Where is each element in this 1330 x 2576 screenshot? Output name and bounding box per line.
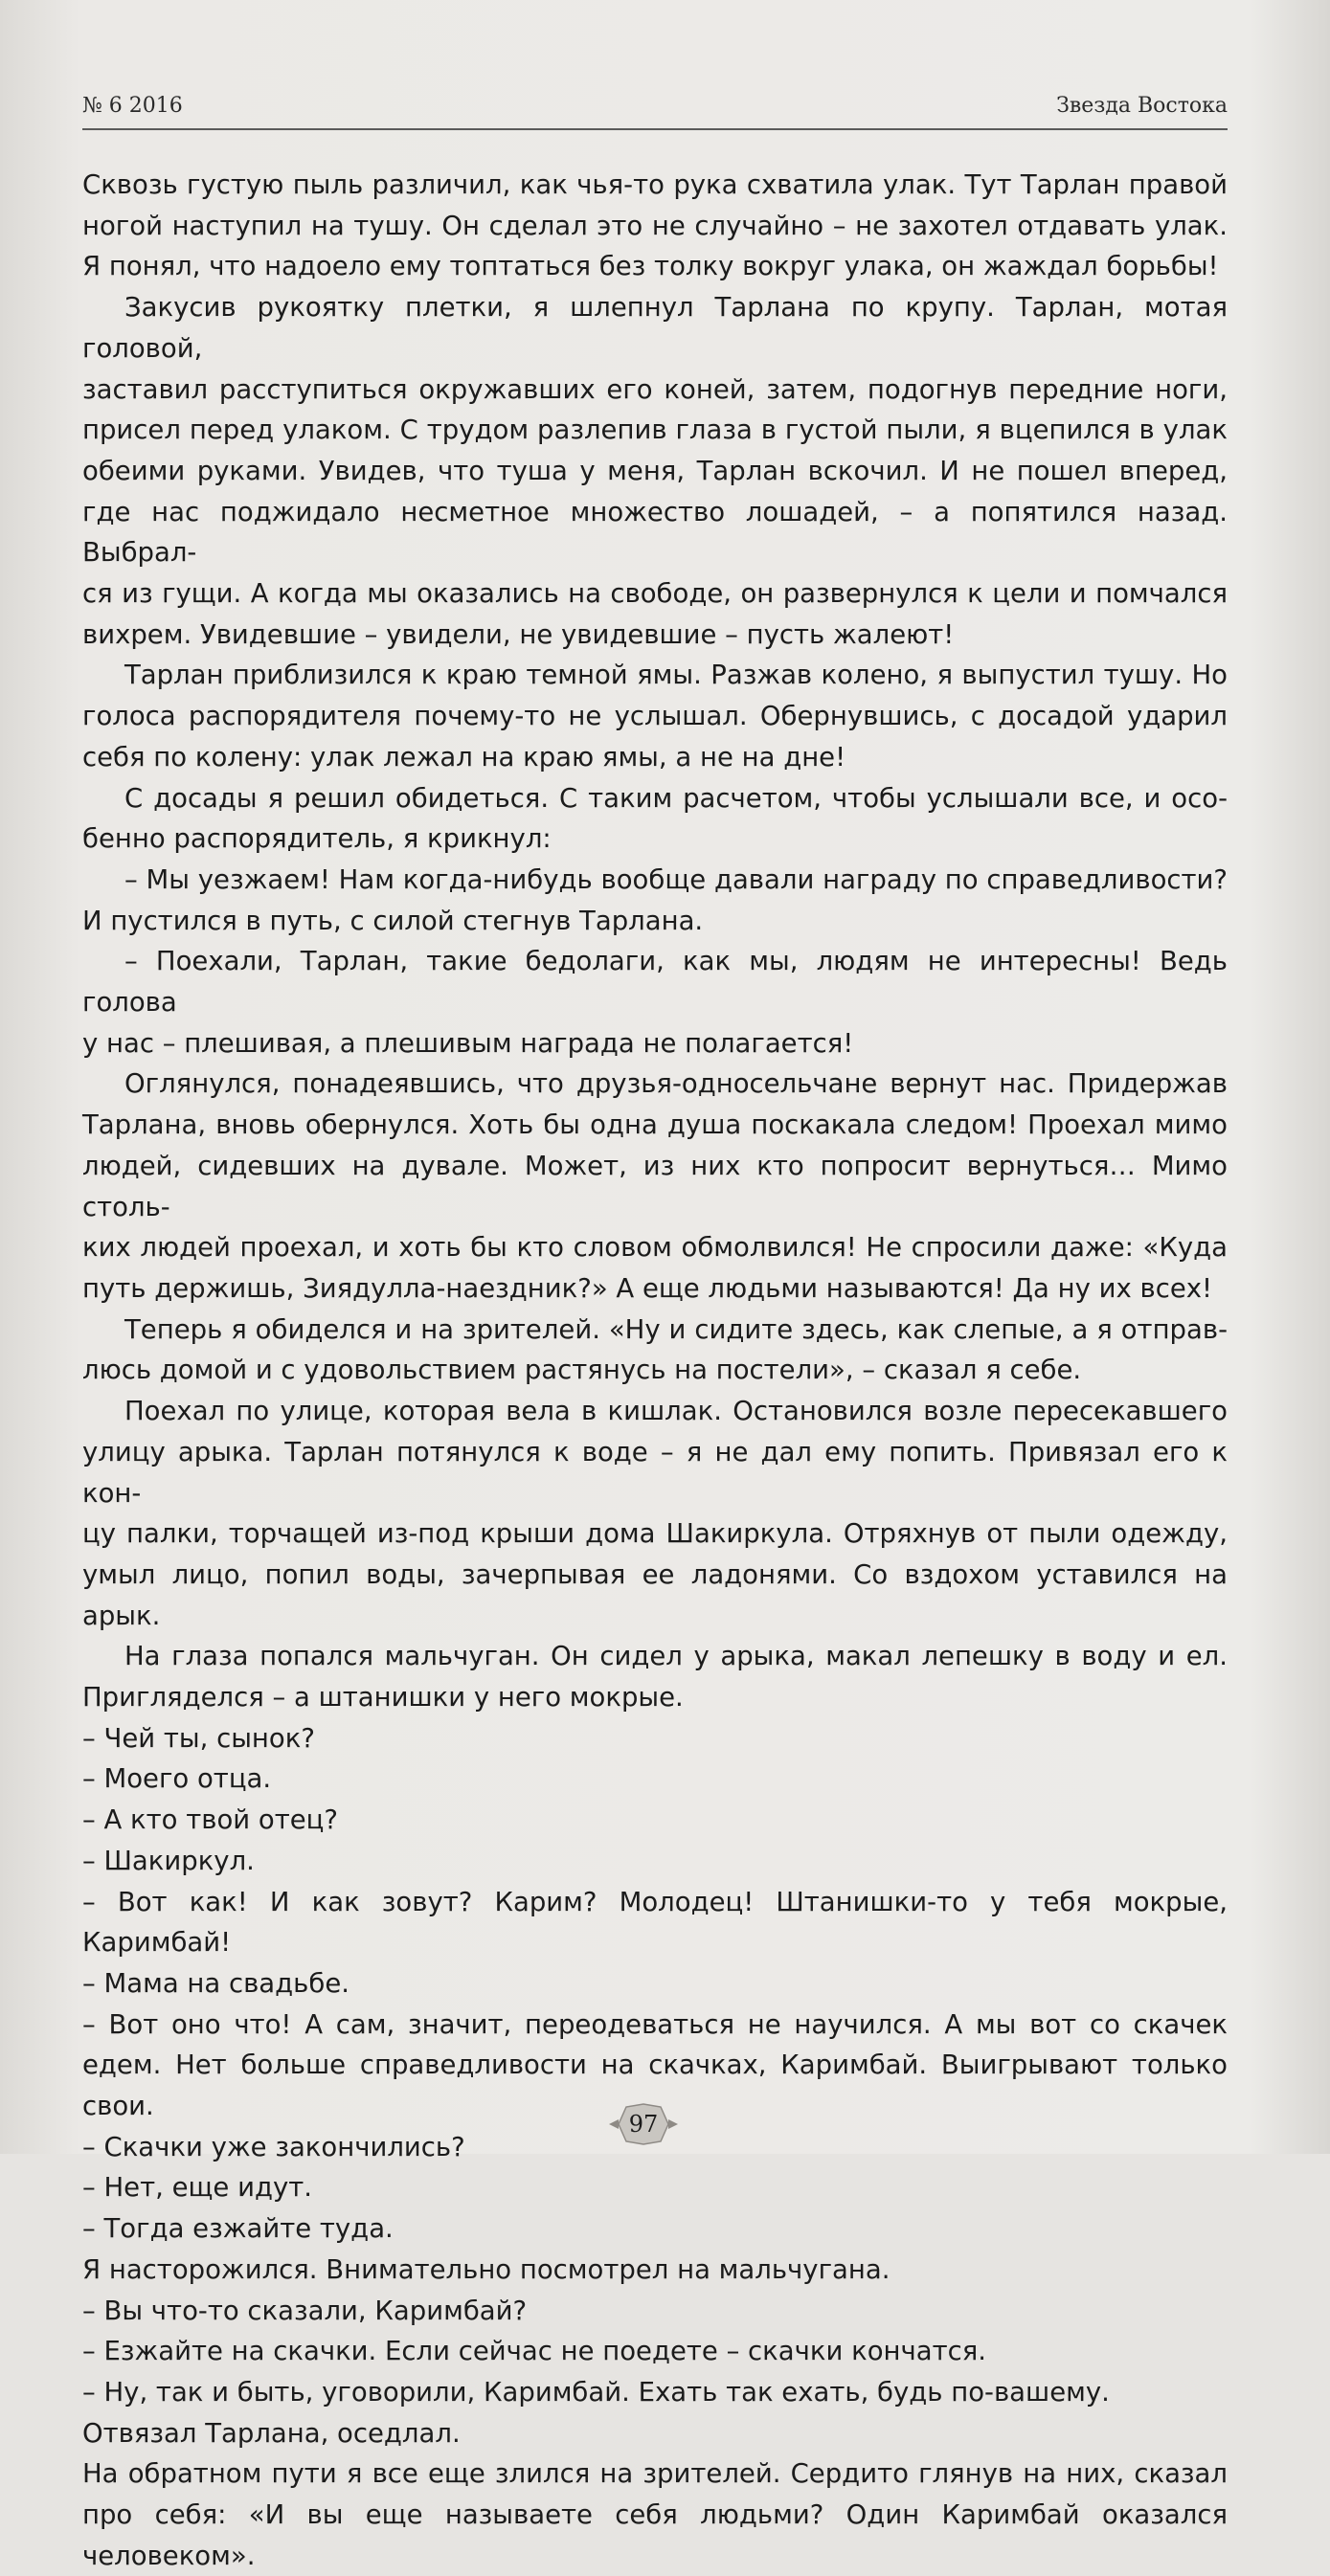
text-line: ся из гущи. А когда мы оказались на свободе, он развернулся к цели и помчался bbox=[82, 578, 1228, 610]
page-number-badge bbox=[605, 2102, 682, 2146]
text-line: у нас – плешивая, а плешивым награда не полагается! bbox=[82, 1027, 854, 1059]
text-line: Я насторожился. Внимательно посмотрел на мальчугана. bbox=[82, 2253, 890, 2285]
text-line: Поехал по улице, которая вела в кишлак. Остановился возле пересекавшего bbox=[124, 1396, 1228, 1427]
text-line: Тарлан приблизился к краю темной ямы. Разжав колено, я выпустил тушу. Но bbox=[124, 660, 1228, 691]
text-line: бенно распорядитель, я крикнул: bbox=[82, 823, 552, 855]
text-line: Закусив рукоятку плетки, я шлепнул Тарлана по крупу. Тарлан, мотая головой, bbox=[82, 292, 1228, 364]
text-line: Отвязал Тарлана, оседлал. bbox=[82, 2417, 461, 2449]
text-line: – Вы что-то сказали, Каримбай? bbox=[82, 2295, 528, 2326]
text-line: Я понял, что надоело ему топтаться без толку вокруг улака, он жаждал борьбы! bbox=[82, 251, 1219, 282]
text-line: про себя: «И вы еще называете себя людьми? Один Каримбай оказался человеком». bbox=[82, 2499, 1228, 2571]
text-line: люсь домой и с удовольствием растянусь на постели», – сказал я себе. bbox=[82, 1355, 1082, 1386]
text-line: едем. Нет больше справедливости на скачках, Каримбай. Выигрывают только свои. bbox=[82, 2050, 1228, 2122]
text-line: вихрем. Увидевшие – увидели, не увидевшие – пусть жалеют! bbox=[82, 618, 955, 650]
text-line: – Нет, еще идут. bbox=[82, 2172, 312, 2204]
text-line: – Вот как! И как зовут? Карим? Молодец! Штанишки-то у тебя мокрые, Каримбай! bbox=[82, 1886, 1228, 1959]
text-line: себя по колену: улак лежал на краю ямы, а не на дне! bbox=[82, 741, 846, 773]
text-line: Пригляделся – а штанишки у него мокрые. bbox=[82, 1682, 684, 1714]
text-line: где нас поджидало несметное множество лошадей, – а попятился назад. Выбрал- bbox=[82, 496, 1228, 569]
text-line: – Ну, так и быть, уговорили, Каримбай. Ехать так ехать, будь по-вашему. bbox=[82, 2376, 1110, 2408]
text-line: обеими руками. Увидев, что туша у меня, Тарлан вскочил. И не пошел вперед, bbox=[82, 455, 1228, 486]
text-line: – Тогда езжайте туда. bbox=[82, 2213, 394, 2245]
text-line: ногой наступил на тушу. Он сделал это не случайно – не захотел отдавать улак. bbox=[82, 210, 1228, 241]
text-line: умыл лицо, попил воды, зачерпывая ее ладонями. Со вздохом уставился на арык. bbox=[82, 1558, 1228, 1631]
text-line: голоса распорядителя почему-то не услышал. Обернувшись, с досадой ударил bbox=[82, 701, 1228, 732]
journal-title: Звезда Востока bbox=[1056, 94, 1228, 118]
text-line: – Шакиркул. bbox=[82, 1845, 255, 1876]
text-line: – Мама на свадьбе. bbox=[82, 1967, 350, 1999]
text-line: цу палки, торчащей из-под крыши дома Шакиркула. Отряхнув от пыли одежду, bbox=[82, 1518, 1228, 1550]
page-number: 97 bbox=[628, 2111, 659, 2138]
header-divider bbox=[82, 128, 1228, 130]
text-line: С досады я решил обидеться. С таким расчетом, чтобы услышали все, и осо- bbox=[124, 782, 1228, 814]
text-line: присел перед улаком. С трудом разлепив глаза в густой пыли, я вцепился в улак bbox=[82, 414, 1228, 446]
text-line: людей, сидевших на дувале. Может, из них кто попросит вернуться… Мимо столь- bbox=[82, 1150, 1228, 1222]
text-line: Тарлана, вновь обернулся. Хоть бы одна душа поскакала следом! Проехал мимо bbox=[82, 1109, 1228, 1141]
text-line: Теперь я обиделся и на зрителей. «Ну и сидите здесь, как слепые, а я отправ- bbox=[124, 1313, 1228, 1345]
text-line: – Поехали, Тарлан, такие бедолаги, как мы, людям не интересны! Ведь голова bbox=[82, 946, 1228, 1019]
text-line: – Вот оно что! А сам, значит, переодеваться не научился. А мы вот со скачек bbox=[82, 2008, 1228, 2040]
text-line: И пустился в путь, с силой стегнув Тарлана. bbox=[82, 905, 704, 936]
article-body bbox=[82, 165, 1228, 2576]
issue-label: № 6 2016 bbox=[82, 94, 183, 118]
text-line: – Мы уезжаем! Нам когда-нибудь вообще давали награду по справедливости? bbox=[124, 863, 1228, 895]
text-line: Сквозь густую пыль различил, как чья-то рука схватила улак. Тут Тарлан правой bbox=[82, 169, 1228, 200]
text-line: На глаза попался мальчуган. Он сидел у арыка, макал лепешку в воду и ел. bbox=[124, 1641, 1228, 1672]
text-line: заставил расступиться окружавших его коней, затем, подогнув передние ноги, bbox=[82, 373, 1228, 405]
text-line: улицу арыка. Тарлан потянулся к воде – я не дал ему попить. Привязал его к кон- bbox=[82, 1436, 1228, 1509]
text-line: – А кто твой отец? bbox=[82, 1804, 338, 1836]
text-line: Оглянулся, понадеявшись, что друзья-односельчане вернут нас. Придержав bbox=[124, 1068, 1228, 1100]
text-line: На обратном пути я все еще злился на зрителей. Сердито глянув на них, сказал bbox=[82, 2458, 1228, 2490]
text-line: – Скачки уже закончились? bbox=[82, 2131, 465, 2162]
text-line: ких людей проехал, и хоть бы кто словом обмолвился! Не спросили даже: «Куда bbox=[82, 1232, 1228, 1264]
text-line: – Езжайте на скачки. Если сейчас не поедете – скачки кончатся. bbox=[82, 2336, 987, 2367]
text-line: – Моего отца. bbox=[82, 1763, 272, 1795]
text-line: путь держишь, Зиядулла-наездник?» А еще людьми называются! Да ну их всех! bbox=[82, 1272, 1213, 1304]
running-header bbox=[82, 94, 1228, 123]
text-line: – Чей ты, сынок? bbox=[82, 1722, 315, 1754]
